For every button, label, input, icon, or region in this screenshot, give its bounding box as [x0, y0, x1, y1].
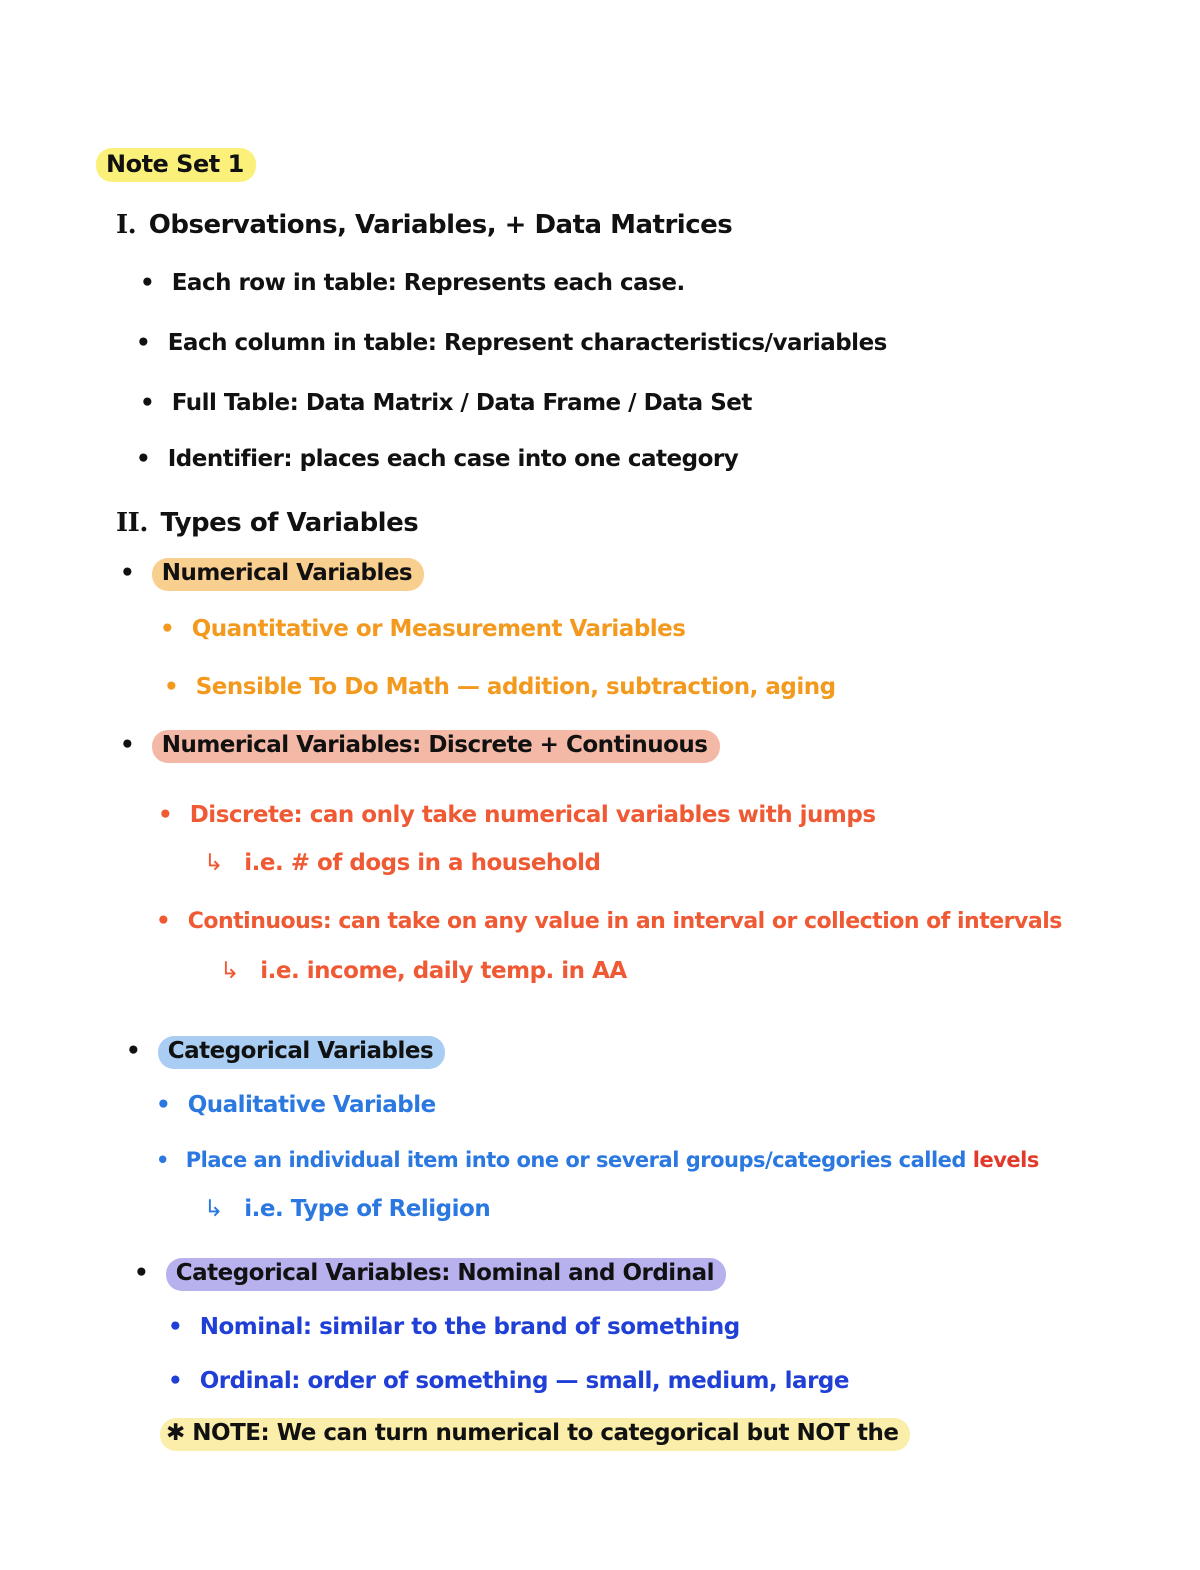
list-item: [156, 1094, 436, 1117]
bullet-icon: •: [160, 616, 175, 642]
levels-keyword: levels: [972, 1148, 1039, 1172]
bullet-icon: •: [156, 1148, 169, 1172]
categorical-types-row: [134, 1258, 726, 1291]
list-item: [168, 1370, 849, 1393]
list-item: [140, 272, 685, 295]
categorical-variables-row: [126, 1036, 445, 1069]
categorical-example: i.e. Type of Religion: [244, 1196, 491, 1222]
list-item: [156, 910, 1062, 933]
list-item: [136, 448, 738, 471]
bullet-icon: •: [134, 1260, 149, 1286]
discrete-example: i.e. # of dogs in a household: [244, 850, 601, 876]
numerical-variables-label: Numerical Variables: [152, 558, 424, 591]
numerical-variables-row: [120, 558, 424, 591]
categorical-types-label: Categorical Variables: Nominal and Ordinal: [166, 1258, 726, 1291]
bullet-icon: •: [168, 1314, 183, 1340]
list-item: [160, 618, 685, 641]
bullet-icon: •: [120, 732, 135, 758]
note-callout: [160, 1418, 910, 1451]
discrete-definition: Discrete: can only take numerical variables with jumps: [189, 802, 876, 828]
section-1-heading: [116, 212, 732, 238]
list-item: [136, 332, 887, 355]
bullet-icon: •: [156, 1092, 171, 1118]
arrow-icon: ↳: [204, 1196, 223, 1222]
bullet-text: Each column in table: Represent characteristics/variables: [167, 330, 887, 356]
bullet-text: Place an individual item into one or several groups/categories called: [185, 1148, 966, 1172]
note-text: NOTE: We can turn numerical to categorical but NOT the: [192, 1420, 899, 1446]
bullet-icon: •: [140, 390, 155, 416]
ordinal-definition: Ordinal: order of something — small, medium, large: [199, 1368, 849, 1394]
bullet-icon: •: [156, 908, 171, 934]
title-row: [96, 148, 256, 182]
list-item: [168, 1316, 740, 1339]
bullet-text: Quantitative or Measurement Variables: [191, 616, 686, 642]
bullet-icon: •: [158, 802, 173, 828]
list-item: [156, 1150, 1039, 1171]
bullet-icon: •: [140, 270, 155, 296]
bullet-icon: •: [168, 1368, 183, 1394]
list-item: [164, 676, 836, 699]
list-item: [140, 392, 752, 415]
numerical-types-row: [120, 730, 720, 763]
nominal-definition: Nominal: similar to the brand of something: [199, 1314, 740, 1340]
bullet-icon: •: [120, 560, 135, 586]
bullet-text: Each row in table: Represents each case.: [171, 270, 685, 296]
bullet-text: Full Table: Data Matrix / Data Frame / Data Set: [171, 390, 752, 416]
arrow-icon: ↳: [220, 958, 239, 984]
bullet-icon: •: [164, 674, 179, 700]
note-title: Note Set 1: [96, 148, 256, 182]
bullet-icon: •: [126, 1038, 141, 1064]
section-1-numeral: I.: [116, 210, 137, 240]
numerical-types-label: Numerical Variables: Discrete + Continuous: [152, 730, 720, 763]
bullet-icon: •: [136, 330, 151, 356]
bullet-icon: •: [136, 446, 151, 472]
categorical-example-row: [204, 1198, 490, 1221]
arrow-icon: ↳: [204, 850, 223, 876]
bullet-text: Identifier: places each case into one category: [167, 446, 739, 472]
continuous-example-row: [220, 960, 627, 983]
continuous-example: i.e. income, daily temp. in AA: [260, 958, 627, 984]
bullet-text: Sensible To Do Math — addition, subtraction, aging: [195, 674, 836, 700]
section-1-title: Observations, Variables, + Data Matrices: [148, 210, 733, 240]
continuous-definition: Continuous: can take on any value in an interval or collection of intervals: [187, 909, 1062, 934]
bullet-text: Qualitative Variable: [187, 1092, 436, 1118]
section-2-heading: [116, 510, 418, 536]
star-icon: ✱: [166, 1420, 185, 1446]
section-2-title: Types of Variables: [160, 508, 419, 538]
discrete-example-row: [204, 852, 600, 875]
list-item: [158, 804, 876, 827]
section-2-numeral: II.: [116, 508, 148, 538]
categorical-variables-label: Categorical Variables: [158, 1036, 445, 1069]
note-row: [160, 1418, 910, 1451]
